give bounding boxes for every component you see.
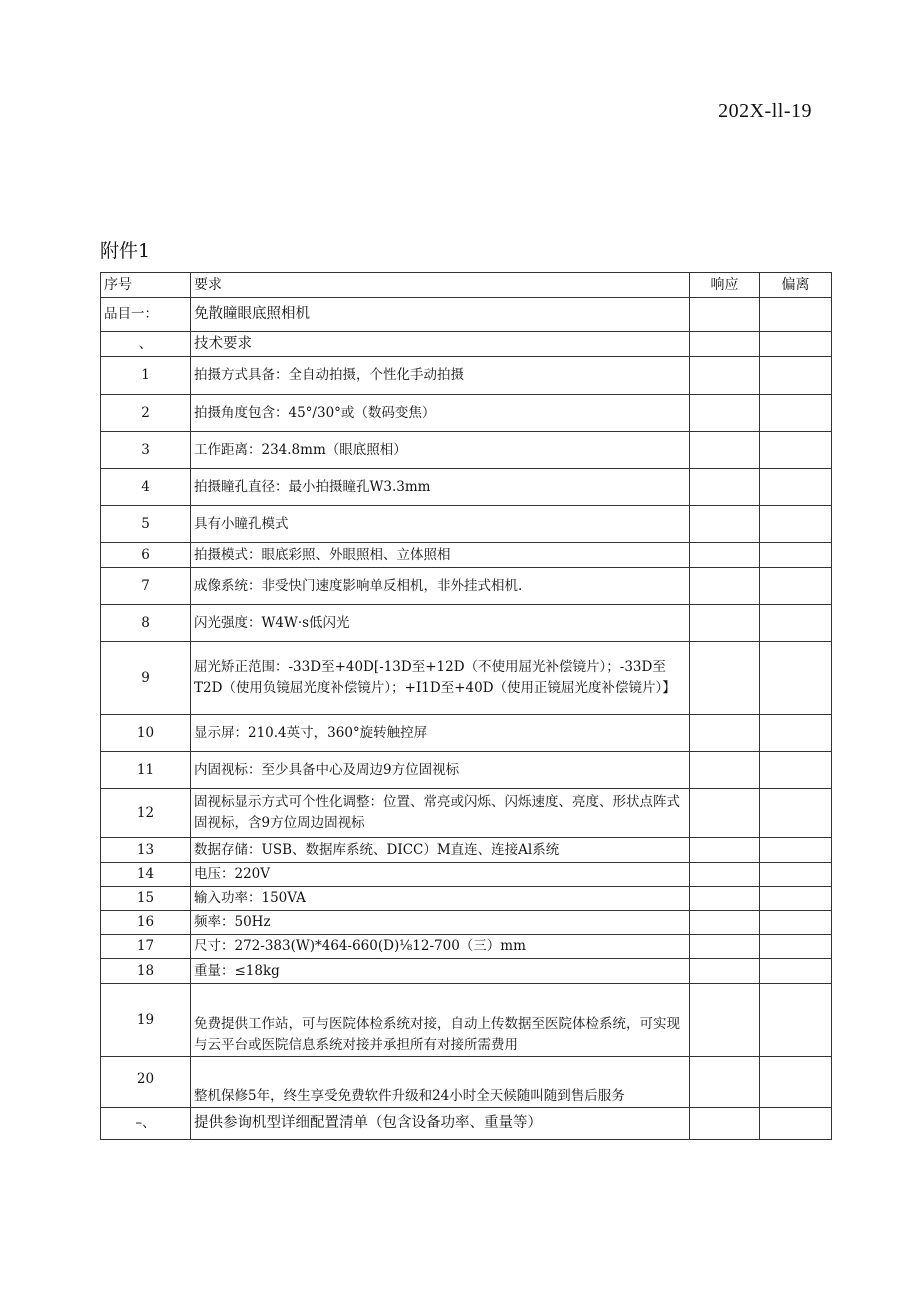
row-requirement: 输入功率：150VA bbox=[191, 887, 690, 911]
table-row bbox=[101, 642, 832, 715]
table-row bbox=[101, 838, 832, 863]
response-cell bbox=[690, 1108, 760, 1140]
table-header-row bbox=[101, 273, 832, 298]
deviation-cell bbox=[760, 863, 832, 887]
row-number: 8 bbox=[101, 605, 191, 642]
table-row bbox=[101, 506, 832, 543]
response-cell bbox=[690, 642, 760, 715]
response-cell bbox=[690, 715, 760, 752]
row-number: 19 bbox=[101, 984, 191, 1057]
row-number: 18 bbox=[101, 959, 191, 984]
row-number: 17 bbox=[101, 935, 191, 959]
deviation-cell bbox=[760, 887, 832, 911]
row-requirement: 拍摄角度包含：45°/30°或（数码变焦） bbox=[191, 395, 690, 432]
response-cell bbox=[690, 789, 760, 838]
deviation-cell bbox=[760, 959, 832, 984]
deviation-cell bbox=[760, 469, 832, 506]
row-requirement: 拍摄模式：眼底彩照、外眼照相、立体照相 bbox=[191, 543, 690, 568]
row-requirement: 成像系统：非受快门速度影响单反相机，非外挂式相机. bbox=[191, 568, 690, 605]
response-cell bbox=[690, 605, 760, 642]
response-cell bbox=[690, 506, 760, 543]
row-number: 1 bbox=[101, 357, 191, 395]
row-requirement: 频率：50Hz bbox=[191, 911, 690, 935]
response-cell bbox=[690, 298, 760, 332]
table-row bbox=[101, 543, 832, 568]
row-requirement: 显示屏：210.4英寸，360°旋转触控屏 bbox=[191, 715, 690, 752]
table-row bbox=[101, 395, 832, 432]
requirements-table bbox=[100, 272, 832, 1140]
deviation-cell bbox=[760, 506, 832, 543]
attachment-label: 附件1 bbox=[100, 240, 151, 262]
column-header-no: 序号 bbox=[101, 273, 191, 298]
deviation-cell bbox=[760, 543, 832, 568]
row-number: 16 bbox=[101, 911, 191, 935]
deviation-cell bbox=[760, 984, 832, 1057]
deviation-cell bbox=[760, 332, 832, 357]
deviation-cell bbox=[760, 642, 832, 715]
table-row bbox=[101, 605, 832, 642]
row-number: 10 bbox=[101, 715, 191, 752]
section-number: 、 bbox=[101, 332, 191, 357]
table-row bbox=[101, 789, 832, 838]
deviation-cell bbox=[760, 1057, 832, 1108]
response-cell bbox=[690, 935, 760, 959]
item-name: 免散瞳眼底照相机 bbox=[191, 298, 690, 332]
response-cell bbox=[690, 395, 760, 432]
table-row bbox=[101, 959, 832, 984]
row-number: 3 bbox=[101, 432, 191, 469]
response-cell bbox=[690, 863, 760, 887]
table-row bbox=[101, 887, 832, 911]
row-requirement: 免费提供工作站，可与医院体检系统对接，自动上传数据至医院体检系统，可实现与云平台或医院信息系统对接并承担所有对接所需费用 bbox=[191, 984, 690, 1057]
table-row bbox=[101, 984, 832, 1057]
column-header-deviation: 偏离 bbox=[760, 273, 832, 298]
row-number: 11 bbox=[101, 752, 191, 789]
table-row bbox=[101, 432, 832, 469]
table-row bbox=[101, 357, 832, 395]
row-number: 12 bbox=[101, 789, 191, 838]
row-number: 6 bbox=[101, 543, 191, 568]
deviation-cell bbox=[760, 752, 832, 789]
column-header-requirement: 要求 bbox=[191, 273, 690, 298]
row-number: 20 bbox=[101, 1057, 191, 1108]
deviation-cell bbox=[760, 568, 832, 605]
table-row bbox=[101, 1057, 832, 1108]
deviation-cell bbox=[760, 1108, 832, 1140]
deviation-cell bbox=[760, 935, 832, 959]
deviation-cell bbox=[760, 357, 832, 395]
deviation-cell bbox=[760, 789, 832, 838]
row-requirement: 拍摄方式具备：全自动拍摄，个性化手动拍摄 bbox=[191, 357, 690, 395]
table-row bbox=[101, 863, 832, 887]
table-row bbox=[101, 715, 832, 752]
row-number: 7 bbox=[101, 568, 191, 605]
row-requirement: 整机保修5年，终生享受免费软件升级和24小时全天候随叫随到售后服务 bbox=[191, 1057, 690, 1108]
table-row bbox=[101, 469, 832, 506]
response-cell bbox=[690, 984, 760, 1057]
row-number: 2 bbox=[101, 395, 191, 432]
row-number: 5 bbox=[101, 506, 191, 543]
section-row-config bbox=[101, 1108, 832, 1140]
response-cell bbox=[690, 752, 760, 789]
deviation-cell bbox=[760, 715, 832, 752]
row-requirement: 具有小瞳孔模式 bbox=[191, 506, 690, 543]
deviation-cell bbox=[760, 298, 832, 332]
section-title: 技术要求 bbox=[191, 332, 690, 357]
row-number: 15 bbox=[101, 887, 191, 911]
response-cell bbox=[690, 568, 760, 605]
response-cell bbox=[690, 911, 760, 935]
response-cell bbox=[690, 469, 760, 506]
row-number: 4 bbox=[101, 469, 191, 506]
section-title: 提供参询机型详细配置清单（包含设备功率、重量等） bbox=[191, 1108, 690, 1140]
response-cell bbox=[690, 357, 760, 395]
row-requirement: 工作距离：234.8mm（眼底照相） bbox=[191, 432, 690, 469]
row-requirement: 电压：220V bbox=[191, 863, 690, 887]
deviation-cell bbox=[760, 838, 832, 863]
deviation-cell bbox=[760, 395, 832, 432]
response-cell bbox=[690, 1057, 760, 1108]
section-row-tech bbox=[101, 332, 832, 357]
section-number: –、 bbox=[101, 1108, 191, 1140]
response-cell bbox=[690, 432, 760, 469]
row-requirement: 屈光矫正范围：-33D至+40D[-13D至+12D（不使用屈光补偿镜片）；-33D至T2D（使用负镜屈光度补偿镜片）；+I1D至+40D（使用正镜屈光度补偿镜片）】 bbox=[191, 642, 690, 715]
deviation-cell bbox=[760, 432, 832, 469]
row-requirement: 拍摄瞳孔直径：最小拍摄瞳孔W3.3mm bbox=[191, 469, 690, 506]
row-requirement: 数据存储：USB、数据库系统、DICC）M直连、连接Al系统 bbox=[191, 838, 690, 863]
deviation-cell bbox=[760, 605, 832, 642]
row-requirement: 尺寸：272-383(W)*464-660(D)⅛12-700（三）mm bbox=[191, 935, 690, 959]
item-number: 品目一： bbox=[101, 298, 191, 332]
row-number: 9 bbox=[101, 642, 191, 715]
row-number: 14 bbox=[101, 863, 191, 887]
response-cell bbox=[690, 887, 760, 911]
response-cell bbox=[690, 543, 760, 568]
row-requirement: 内固视标：至少具备中心及周边9方位固视标 bbox=[191, 752, 690, 789]
column-header-response: 响应 bbox=[690, 273, 760, 298]
table-row bbox=[101, 752, 832, 789]
table-row bbox=[101, 935, 832, 959]
row-requirement: 闪光强度：W4W·s低闪光 bbox=[191, 605, 690, 642]
document-date: 202X-ll-19 bbox=[718, 100, 812, 122]
response-cell bbox=[690, 332, 760, 357]
response-cell bbox=[690, 838, 760, 863]
item-row bbox=[101, 298, 832, 332]
table-row bbox=[101, 568, 832, 605]
row-requirement: 固视标显示方式可个性化调整：位置、常亮或闪烁、闪烁速度、亮度、形状点阵式固视标，含9方位周边固视标 bbox=[191, 789, 690, 838]
response-cell bbox=[690, 959, 760, 984]
row-number: 13 bbox=[101, 838, 191, 863]
row-requirement: 重量：≤18kg bbox=[191, 959, 690, 984]
deviation-cell bbox=[760, 911, 832, 935]
table-row bbox=[101, 911, 832, 935]
